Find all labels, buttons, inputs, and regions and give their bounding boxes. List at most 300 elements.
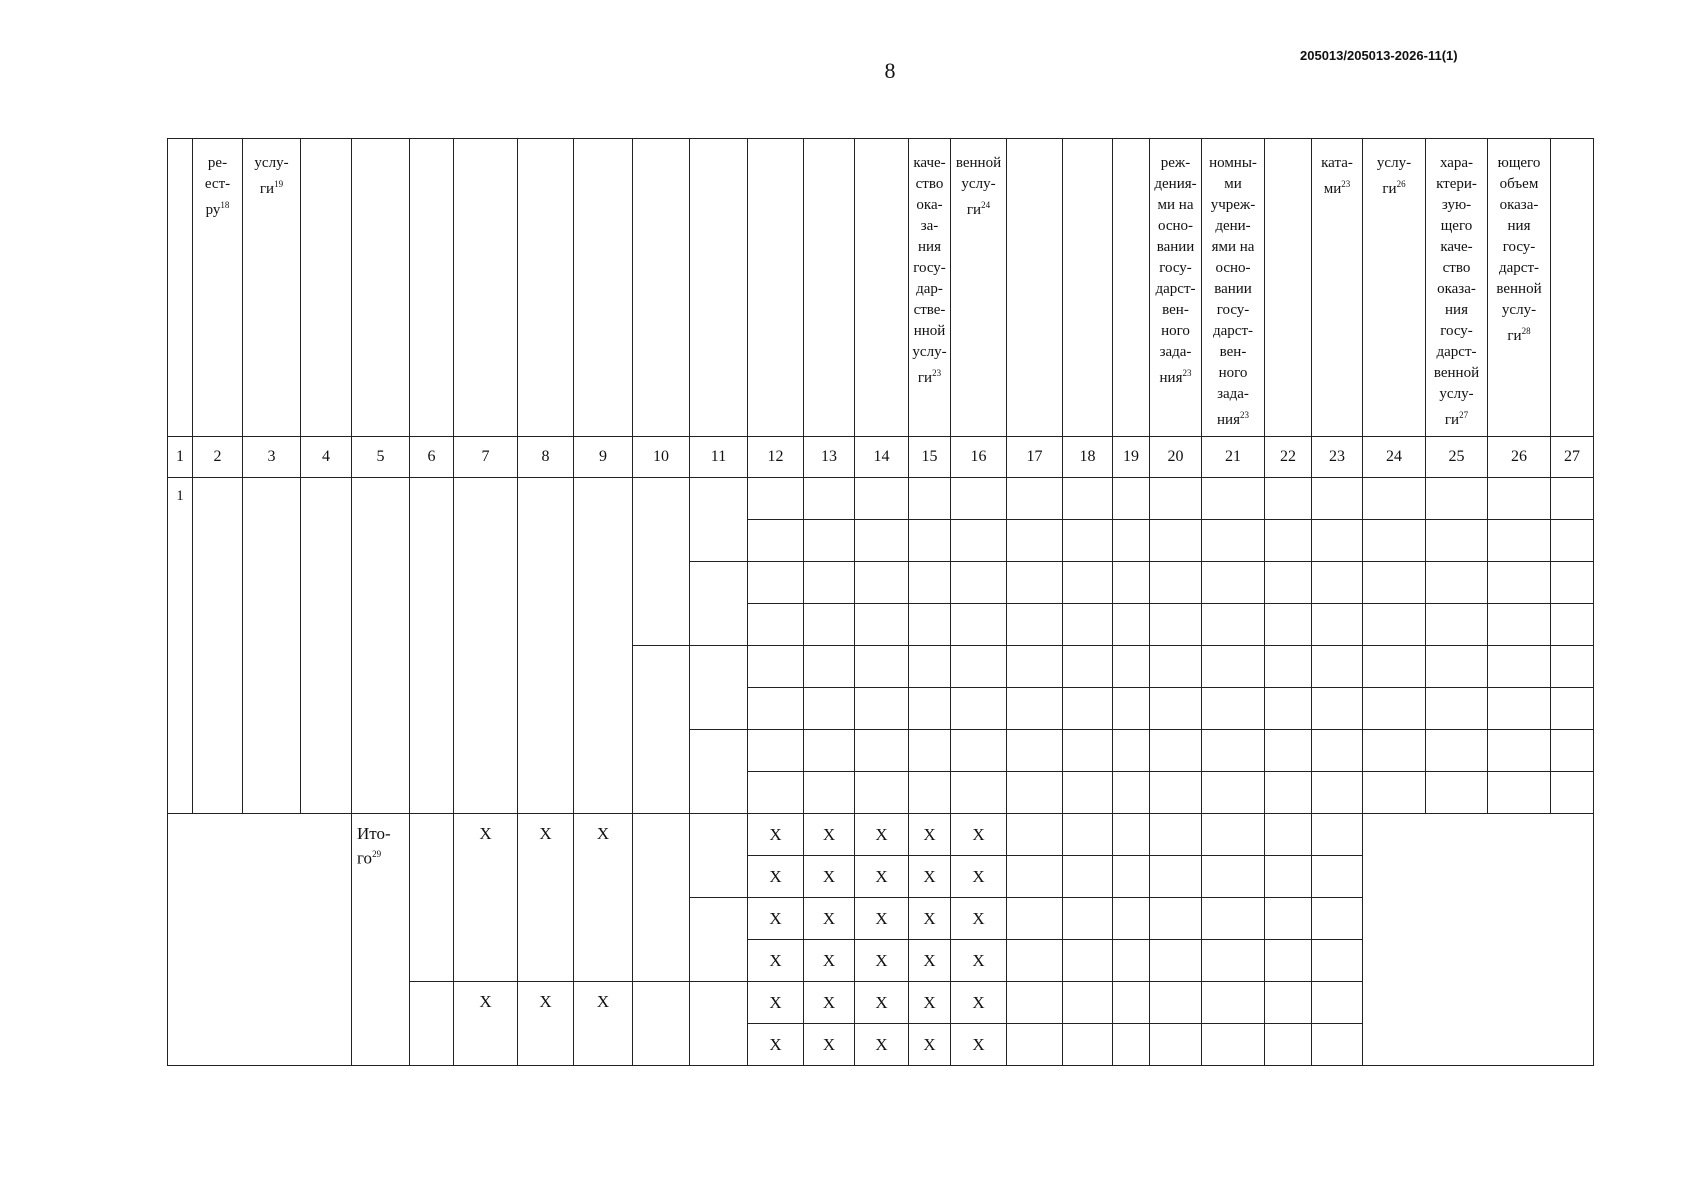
x-mark-col-12: X [748, 898, 804, 940]
body-cell-col-17 [1007, 646, 1063, 688]
body-cell-col-14 [855, 478, 909, 520]
body-cell-col-18 [1063, 604, 1113, 646]
x-mark-col-14: X [855, 856, 909, 898]
header-cell-col-14 [855, 139, 909, 437]
body-cell-col-14 [855, 646, 909, 688]
column-number-17: 17 [1007, 437, 1063, 478]
body-cell-col-19 [1113, 730, 1150, 772]
column-number-1: 1 [168, 437, 193, 478]
body-cell-col-14 [855, 688, 909, 730]
body-cell-col-23 [1312, 520, 1363, 562]
header-cell-col-20 [1150, 139, 1202, 437]
body-cell-col-23 [1312, 688, 1363, 730]
body-cell-col-12 [748, 562, 804, 604]
total-cell-col-6 [410, 982, 454, 1066]
x-mark-col-14: X [855, 940, 909, 982]
body-cell-col-15 [909, 478, 951, 520]
body-cell-col-21 [1202, 772, 1265, 814]
body-cell-col-27 [1551, 604, 1594, 646]
x-mark-col-15: X [909, 1024, 951, 1066]
total-blank-right [1363, 814, 1594, 1066]
x-mark-col-7: X [454, 814, 518, 982]
body-cell-col-17 [1007, 604, 1063, 646]
body-cell-col-15 [909, 688, 951, 730]
body-cell-col-24 [1363, 562, 1426, 604]
x-mark-col-15: X [909, 856, 951, 898]
body-cell-col-17 [1007, 562, 1063, 604]
row-index-cell: 1 [168, 478, 193, 814]
x-mark-col-16: X [951, 940, 1007, 982]
body-cell-col-15 [909, 604, 951, 646]
body-cell-col-12 [748, 730, 804, 772]
header-cell-col-24 [1363, 139, 1426, 437]
body-cell-col-14 [855, 604, 909, 646]
total-cell-col-22 [1265, 940, 1312, 982]
body-cell-col-18 [1063, 772, 1113, 814]
body-cell-col-20 [1150, 604, 1202, 646]
total-cell-col-20 [1150, 814, 1202, 856]
body-cell-col-9 [574, 478, 633, 814]
body-cell-col-25 [1426, 646, 1488, 688]
column-number-11: 11 [690, 437, 748, 478]
column-number-9: 9 [574, 437, 633, 478]
body-cell-col-16 [951, 772, 1007, 814]
body-cell-col-15 [909, 562, 951, 604]
total-cell-col-11 [690, 814, 748, 898]
body-cell-col-25 [1426, 688, 1488, 730]
body-cell-col-11 [690, 730, 748, 814]
x-mark-col-12: X [748, 982, 804, 1024]
total-cell-col-17 [1007, 982, 1063, 1024]
body-cell-col-19 [1113, 562, 1150, 604]
header-cell-col-23 [1312, 139, 1363, 437]
total-cell-col-20 [1150, 982, 1202, 1024]
body-cell-col-13 [804, 478, 855, 520]
total-cell-col-20 [1150, 940, 1202, 982]
body-cell-col-19 [1113, 646, 1150, 688]
body-cell-col-11 [690, 646, 748, 730]
x-mark-col-12: X [748, 856, 804, 898]
body-cell-col-24 [1363, 520, 1426, 562]
total-cell-col-22 [1265, 856, 1312, 898]
column-number-2: 2 [193, 437, 243, 478]
x-mark-col-16: X [951, 982, 1007, 1024]
header-text: номны- ми учреж- дени- ями на осно- вании госу- дарст- вен- ного зада- ния$^{23}$ [1209, 155, 1257, 428]
column-number-24: 24 [1363, 437, 1426, 478]
total-cell-col-21 [1202, 898, 1265, 940]
x-mark-col-16: X [951, 898, 1007, 940]
header-text: хара- ктери- зую- щего каче- ство оказа- ния госу- дарст- венной услу- $ги^{27}$ [1433, 155, 1480, 428]
body-cell-col-8 [518, 478, 574, 814]
header-cell-col-25 [1426, 139, 1488, 437]
body-cell-col-24 [1363, 688, 1426, 730]
total-cell-col-19 [1113, 814, 1150, 856]
body-cell-col-19 [1113, 604, 1150, 646]
header-cell-col-6 [410, 139, 454, 437]
total-cell-col-17 [1007, 814, 1063, 856]
x-mark-col-16: X [951, 856, 1007, 898]
body-cell-col-26 [1488, 478, 1551, 520]
x-mark-col-12: X [748, 814, 804, 856]
body-cell-col-23 [1312, 730, 1363, 772]
body-cell-col-15 [909, 646, 951, 688]
body-cell-col-16 [951, 562, 1007, 604]
body-cell-col-18 [1063, 646, 1113, 688]
total-cell-col-23 [1312, 1024, 1363, 1066]
body-cell-col-24 [1363, 646, 1426, 688]
body-cell-col-22 [1265, 688, 1312, 730]
body-cell-col-26 [1488, 520, 1551, 562]
body-cell-col-20 [1150, 520, 1202, 562]
header-row [168, 139, 1594, 437]
header-cell-col-5 [352, 139, 410, 437]
total-cell-col-21 [1202, 940, 1265, 982]
body-cell-col-23 [1312, 478, 1363, 520]
x-mark-col-13: X [804, 856, 855, 898]
x-mark-col-14: X [855, 1024, 909, 1066]
x-mark-col-13: X [804, 898, 855, 940]
total-cell-col-23 [1312, 940, 1363, 982]
body-cell-col-24 [1363, 604, 1426, 646]
total-cell-col-17 [1007, 940, 1063, 982]
total-cell-col-17 [1007, 856, 1063, 898]
column-number-22: 22 [1265, 437, 1312, 478]
total-cell-col-23 [1312, 814, 1363, 856]
header-text: реж- дения- ми на осно- вании госу- дарст- вен- ного зада- ния$^{23}$ [1154, 155, 1197, 386]
body-cell-col-23 [1312, 646, 1363, 688]
body-cell-col-22 [1265, 772, 1312, 814]
total-cell-col-10 [633, 982, 690, 1066]
total-cell-col-6 [410, 814, 454, 982]
body-cell-col-19 [1113, 478, 1150, 520]
x-mark-col-12: X [748, 940, 804, 982]
total-cell-col-23 [1312, 856, 1363, 898]
body-cell-col-21 [1202, 730, 1265, 772]
body-cell-col-21 [1202, 520, 1265, 562]
header-text: ре- ест- $ру^{18}$ [204, 155, 231, 218]
x-mark-col-14: X [855, 982, 909, 1024]
body-cell-col-18 [1063, 562, 1113, 604]
body-cell-col-27 [1551, 730, 1594, 772]
body-cell-col-21 [1202, 688, 1265, 730]
body-cell-col-23 [1312, 772, 1363, 814]
body-cell-col-27 [1551, 772, 1594, 814]
x-mark-col-16: X [951, 1024, 1007, 1066]
x-mark-col-8: X [518, 814, 574, 982]
body-cell-col-15 [909, 772, 951, 814]
x-mark-col-9: X [574, 982, 633, 1066]
body-cell-col-27 [1551, 478, 1594, 520]
total-cell-col-20 [1150, 898, 1202, 940]
body-cell-col-20 [1150, 478, 1202, 520]
body-cell-col-16 [951, 688, 1007, 730]
total-cell-col-18 [1063, 814, 1113, 856]
column-number-19: 19 [1113, 437, 1150, 478]
header-cell-col-22 [1265, 139, 1312, 437]
body-cell-col-20 [1150, 562, 1202, 604]
total-cell-col-19 [1113, 856, 1150, 898]
total-cell-col-20 [1150, 1024, 1202, 1066]
body-cell-col-19 [1113, 688, 1150, 730]
body-cell-col-26 [1488, 688, 1551, 730]
body-cell-col-6 [410, 478, 454, 814]
column-number-26: 26 [1488, 437, 1551, 478]
body-cell-col-14 [855, 562, 909, 604]
total-cell-col-18 [1063, 982, 1113, 1024]
body-cell-col-20 [1150, 688, 1202, 730]
body-cell-col-11 [690, 478, 748, 562]
x-mark-col-13: X [804, 1024, 855, 1066]
header-cell-col-8 [518, 139, 574, 437]
header-text: каче- ство ока- за- ния госу- дар- стве- нной услу- $ги^{23}$ [912, 155, 947, 386]
body-cell-col-16 [951, 520, 1007, 562]
body-cell-col-24 [1363, 730, 1426, 772]
body-cell-col-25 [1426, 772, 1488, 814]
report-table [167, 138, 1594, 1066]
body-cell-col-17 [1007, 730, 1063, 772]
header-cell-col-13 [804, 139, 855, 437]
column-number-15: 15 [909, 437, 951, 478]
body-cell-col-13 [804, 562, 855, 604]
body-cell-col-25 [1426, 520, 1488, 562]
header-cell-col-17 [1007, 139, 1063, 437]
total-cell-col-18 [1063, 856, 1113, 898]
header-cell-col-16 [951, 139, 1007, 437]
body-cell-col-23 [1312, 562, 1363, 604]
total-cell-col-19 [1113, 1024, 1150, 1066]
body-cell-col-27 [1551, 562, 1594, 604]
x-mark-col-14: X [855, 814, 909, 856]
total-cell-col-18 [1063, 1024, 1113, 1066]
x-mark-col-14: X [855, 898, 909, 940]
x-mark-col-13: X [804, 814, 855, 856]
total-cell-col-20 [1150, 856, 1202, 898]
total-cell-col-22 [1265, 982, 1312, 1024]
header-cell-col-7 [454, 139, 518, 437]
body-cell-col-26 [1488, 772, 1551, 814]
header-cell-col-11 [690, 139, 748, 437]
column-number-5: 5 [352, 437, 410, 478]
header-cell-col-4 [301, 139, 352, 437]
body-cell-col-16 [951, 478, 1007, 520]
body-cell-col-19 [1113, 772, 1150, 814]
total-cell-col-17 [1007, 898, 1063, 940]
body-cell-col-22 [1265, 520, 1312, 562]
total-cell-col-21 [1202, 1024, 1265, 1066]
header-text: услу- $ги^{26}$ [1376, 155, 1412, 197]
column-number-16: 16 [951, 437, 1007, 478]
body-cell-col-20 [1150, 730, 1202, 772]
body-cell-col-10 [633, 646, 690, 814]
body-cell-col-27 [1551, 688, 1594, 730]
body-cell-col-19 [1113, 520, 1150, 562]
table-row [168, 478, 1594, 520]
x-mark-col-15: X [909, 982, 951, 1024]
total-blank-cell [168, 814, 352, 1066]
total-cell-col-17 [1007, 1024, 1063, 1066]
body-cell-col-3 [243, 478, 301, 814]
body-cell-col-18 [1063, 688, 1113, 730]
body-cell-col-13 [804, 772, 855, 814]
body-cell-col-26 [1488, 646, 1551, 688]
body-cell-col-15 [909, 730, 951, 772]
page-number: 8 [884, 58, 896, 83]
body-cell-col-7 [454, 478, 518, 814]
body-cell-col-12 [748, 688, 804, 730]
column-number-25: 25 [1426, 437, 1488, 478]
body-cell-col-5 [352, 478, 410, 814]
body-cell-col-21 [1202, 604, 1265, 646]
x-mark-col-7: X [454, 982, 518, 1066]
body-cell-col-13 [804, 520, 855, 562]
body-cell-col-17 [1007, 520, 1063, 562]
body-cell-col-22 [1265, 730, 1312, 772]
column-number-18: 18 [1063, 437, 1113, 478]
body-cell-col-14 [855, 730, 909, 772]
body-cell-col-13 [804, 604, 855, 646]
body-cell-col-11 [690, 562, 748, 646]
body-cell-col-22 [1265, 604, 1312, 646]
body-cell-col-26 [1488, 730, 1551, 772]
header-cell-col-12 [748, 139, 804, 437]
total-cell-col-22 [1265, 1024, 1312, 1066]
total-cell-col-22 [1265, 898, 1312, 940]
total-cell-col-18 [1063, 940, 1113, 982]
column-number-20: 20 [1150, 437, 1202, 478]
total-cell-col-21 [1202, 856, 1265, 898]
body-cell-col-24 [1363, 772, 1426, 814]
body-cell-col-14 [855, 520, 909, 562]
body-cell-col-14 [855, 772, 909, 814]
total-cell-col-19 [1113, 898, 1150, 940]
header-cell-col-18 [1063, 139, 1113, 437]
body-cell-col-17 [1007, 772, 1063, 814]
header-cell-col-2 [193, 139, 243, 437]
column-number-8: 8 [518, 437, 574, 478]
body-cell-col-24 [1363, 478, 1426, 520]
x-mark-col-13: X [804, 982, 855, 1024]
column-number-7: 7 [454, 437, 518, 478]
body-cell-col-17 [1007, 478, 1063, 520]
body-cell-col-12 [748, 604, 804, 646]
x-mark-col-15: X [909, 814, 951, 856]
column-number-14: 14 [855, 437, 909, 478]
body-cell-col-17 [1007, 688, 1063, 730]
column-number-6: 6 [410, 437, 454, 478]
column-number-21: 21 [1202, 437, 1265, 478]
body-cell-col-26 [1488, 604, 1551, 646]
total-cell-col-19 [1113, 982, 1150, 1024]
x-mark-col-16: X [951, 814, 1007, 856]
total-cell-col-23 [1312, 898, 1363, 940]
body-cell-col-21 [1202, 562, 1265, 604]
column-number-3: 3 [243, 437, 301, 478]
body-cell-col-10 [633, 478, 690, 646]
column-number-23: 23 [1312, 437, 1363, 478]
body-cell-col-25 [1426, 604, 1488, 646]
body-cell-col-13 [804, 730, 855, 772]
column-number-10: 10 [633, 437, 690, 478]
body-cell-col-25 [1426, 730, 1488, 772]
body-cell-col-12 [748, 520, 804, 562]
column-number-27: 27 [1551, 437, 1594, 478]
x-mark-col-13: X [804, 940, 855, 982]
header-text: ющего объем оказа- ния госу- дарст- венной услу- $ги^{28}$ [1496, 155, 1542, 344]
body-cell-col-21 [1202, 478, 1265, 520]
body-cell-col-20 [1150, 772, 1202, 814]
document-code: 205013/205013-2026-11(1) [1300, 48, 1458, 63]
header-cell-col-3 [243, 139, 301, 437]
header-text: услу- $ги^{19}$ [254, 155, 289, 197]
column-number-4: 4 [301, 437, 352, 478]
total-cell-col-22 [1265, 814, 1312, 856]
body-cell-col-18 [1063, 478, 1113, 520]
total-cell-col-21 [1202, 814, 1265, 856]
column-number-13: 13 [804, 437, 855, 478]
body-cell-col-16 [951, 730, 1007, 772]
body-cell-col-26 [1488, 562, 1551, 604]
body-cell-col-25 [1426, 562, 1488, 604]
body-cell-col-12 [748, 772, 804, 814]
x-mark-col-8: X [518, 982, 574, 1066]
body-cell-col-20 [1150, 646, 1202, 688]
body-cell-col-22 [1265, 478, 1312, 520]
header-text: ката- $ми^{23}$ [1321, 155, 1353, 197]
header-cell-col-9 [574, 139, 633, 437]
total-cell-col-11 [690, 898, 748, 982]
body-cell-col-12 [748, 646, 804, 688]
body-cell-col-22 [1265, 562, 1312, 604]
header-cell-col-27 [1551, 139, 1594, 437]
header-cell-col-26 [1488, 139, 1551, 437]
total-cell-col-23 [1312, 982, 1363, 1024]
header-cell-col-1 [168, 139, 193, 437]
body-cell-col-16 [951, 646, 1007, 688]
total-cell-col-19 [1113, 940, 1150, 982]
body-cell-col-21 [1202, 646, 1265, 688]
body-cell-col-27 [1551, 520, 1594, 562]
body-cell-col-27 [1551, 646, 1594, 688]
itogo-label: Ито- $го^{29}$ [352, 814, 410, 1066]
total-cell-col-18 [1063, 898, 1113, 940]
body-cell-col-13 [804, 646, 855, 688]
x-mark-col-12: X [748, 1024, 804, 1066]
column-number-12: 12 [748, 437, 804, 478]
body-cell-col-12 [748, 478, 804, 520]
body-cell-col-18 [1063, 730, 1113, 772]
body-cell-col-15 [909, 520, 951, 562]
body-cell-col-13 [804, 688, 855, 730]
body-cell-col-23 [1312, 604, 1363, 646]
body-cell-col-2 [193, 478, 243, 814]
body-cell-col-4 [301, 478, 352, 814]
total-cell-col-21 [1202, 982, 1265, 1024]
header-cell-col-21 [1202, 139, 1265, 437]
body-cell-col-25 [1426, 478, 1488, 520]
header-cell-col-15 [909, 139, 951, 437]
x-mark-col-15: X [909, 898, 951, 940]
body-cell-col-18 [1063, 520, 1113, 562]
body-cell-col-16 [951, 604, 1007, 646]
total-cell-col-11 [690, 982, 748, 1066]
header-cell-col-10 [633, 139, 690, 437]
header-cell-col-19 [1113, 139, 1150, 437]
header-text: венной услу- $ги^{24}$ [955, 155, 1002, 218]
column-number-row [168, 437, 1594, 478]
x-mark-col-15: X [909, 940, 951, 982]
x-mark-col-9: X [574, 814, 633, 982]
total-cell-col-10 [633, 814, 690, 982]
